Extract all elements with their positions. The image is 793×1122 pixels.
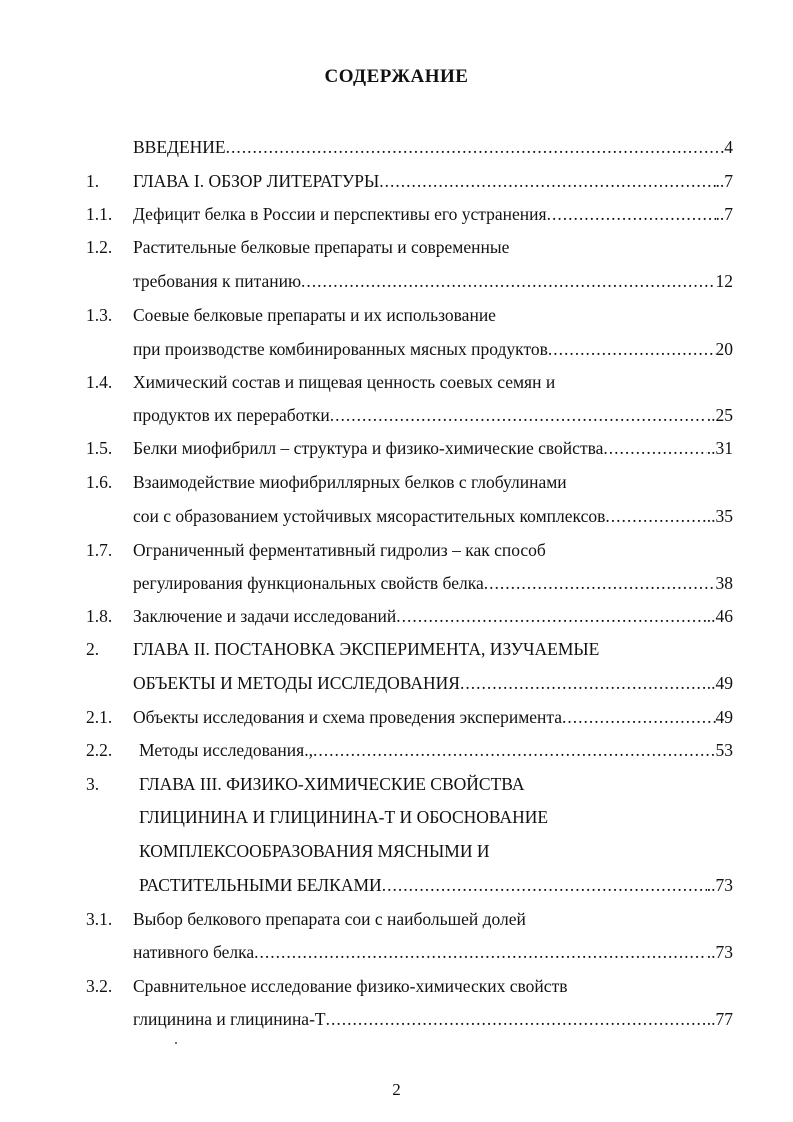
toc-entry-1-4-cont xyxy=(0,402,793,428)
toc-label: сои с образованием устойчивых мясорастительных комплексов xyxy=(133,506,606,526)
toc-number: 3.1. xyxy=(86,909,113,929)
toc-label: Дефицит белка в России и перспективы его устранения xyxy=(133,204,547,224)
leader-dots xyxy=(396,603,706,629)
toc-label: требования к питанию xyxy=(133,271,302,291)
page-title: СОДЕРЖАНИЕ xyxy=(324,66,469,87)
leader-dots xyxy=(330,402,707,428)
toc-number: 1.5. xyxy=(86,438,113,458)
toc-number: 1.2. xyxy=(86,237,113,257)
leader-dots xyxy=(484,570,716,596)
toc-number: 1.4. xyxy=(86,372,113,392)
toc-entry-3-2-cont xyxy=(0,1006,793,1032)
toc-number: 2. xyxy=(86,639,100,659)
toc-page: 38 xyxy=(715,573,733,593)
toc-entry-3-line3 xyxy=(0,838,793,864)
toc-number: 3.2. xyxy=(86,976,113,996)
toc-label: Объекты исследования и схема проведения эксперимента xyxy=(133,707,563,727)
toc-page: ..46 xyxy=(706,606,733,626)
leader-dots xyxy=(226,134,725,160)
toc-entry-1 xyxy=(0,168,793,194)
toc-label-line: ГЛИЦИНИНА И ГЛИЦИНИНА-Т И ОБОСНОВАНИЕ xyxy=(139,807,549,827)
toc-page: 20 xyxy=(715,339,733,359)
toc-number: 1.1. xyxy=(86,204,113,224)
toc-page: ..25 xyxy=(706,405,733,425)
leader-dots xyxy=(382,872,707,898)
toc-page: 12 xyxy=(715,271,733,291)
toc-entry-1-3-cont xyxy=(0,336,793,362)
leader-dots xyxy=(326,1006,707,1032)
toc-label: Белки миофибрилл – структура и физико-химические свойства xyxy=(133,438,604,458)
leader-dots xyxy=(605,503,706,529)
toc-entry-intro xyxy=(0,134,793,160)
toc-number: 1. xyxy=(86,171,100,191)
leader-dots xyxy=(379,168,715,194)
toc-entry-1-7 xyxy=(0,537,793,563)
toc-label: глицинина и глицинина-Т xyxy=(133,1009,326,1029)
toc-entry-1-8 xyxy=(0,603,793,629)
toc-label: продуктов их переработки xyxy=(133,405,330,425)
toc-entry-1-5 xyxy=(0,435,793,461)
toc-entry-1-1 xyxy=(0,201,793,227)
toc-label: при производстве комбинированных мясных продуктов xyxy=(133,339,548,359)
toc-label: Заключение и задачи исследований xyxy=(133,606,397,626)
toc-entry-1-2 xyxy=(0,234,793,260)
leader-dots xyxy=(460,670,707,696)
toc-number: 1.3. xyxy=(86,305,113,325)
toc-number: 3. xyxy=(86,774,100,794)
toc-label: Методы исследования., xyxy=(139,740,313,760)
toc-label-line: Химический состав и пищевая ценность соевых семян и xyxy=(133,372,556,392)
toc-number: 2.1. xyxy=(86,707,113,727)
toc-entry-3-1 xyxy=(0,906,793,932)
leader-dots xyxy=(603,435,706,461)
toc-entry-1-2-cont xyxy=(0,268,793,294)
toc-label-line: ГЛАВА III. ФИЗИКО-ХИМИЧЕСКИЕ СВОЙСТВА xyxy=(139,774,525,794)
toc-number: 1.7. xyxy=(86,540,113,560)
toc-page: ..35 xyxy=(706,506,733,526)
toc-label: ОБЪЕКТЫ И МЕТОДЫ ИССЛЕДОВАНИЯ xyxy=(133,673,460,693)
toc-label-line: Растительные белковые препараты и современные xyxy=(133,237,510,257)
leader-dots xyxy=(301,268,715,294)
toc-entry-1-6 xyxy=(0,469,793,495)
leader-dots xyxy=(313,737,716,763)
toc-page: 49 xyxy=(715,707,733,727)
toc-page: ..7 xyxy=(715,171,733,191)
toc-entry-3-line2 xyxy=(0,804,793,830)
toc-number: 1.6. xyxy=(86,472,113,492)
toc-label-line: Сравнительное исследование физико-химических свойств xyxy=(133,976,568,996)
toc-entry-1-6-cont xyxy=(0,503,793,529)
toc-entry-2 xyxy=(0,636,793,662)
toc-entry-2-2 xyxy=(0,737,793,763)
toc-page: ..73 xyxy=(706,942,733,962)
toc-page: ..77 xyxy=(706,1009,733,1029)
toc-label: регулирования функциональных свойств белка xyxy=(133,573,484,593)
toc-label-line: Взаимодействие миофибриллярных белков с глобулинами xyxy=(133,472,567,492)
scan-speck xyxy=(175,1042,177,1044)
toc-entry-3 xyxy=(0,771,793,797)
toc-entry-1-4 xyxy=(0,369,793,395)
toc-page: 4 xyxy=(724,137,733,157)
toc-entry-1-3 xyxy=(0,302,793,328)
toc-page: ..7 xyxy=(715,204,733,224)
toc-label-line: Ограниченный ферментативный гидролиз – как способ xyxy=(133,540,546,560)
toc-entry-2-cont xyxy=(0,670,793,696)
toc-page: ..73 xyxy=(706,875,733,895)
toc-label-line: Выбор белкового препарата сои с наибольшей долей xyxy=(133,909,526,929)
toc-entry-3-1-cont xyxy=(0,939,793,965)
toc-page: ..31 xyxy=(706,438,733,458)
toc-label: РАСТИТЕЛЬНЫМИ БЕЛКАМИ xyxy=(139,875,382,895)
leader-dots xyxy=(548,336,716,362)
leader-dots xyxy=(562,704,715,730)
toc-entry-3-cont xyxy=(0,872,793,898)
toc-entry-3-2 xyxy=(0,973,793,999)
toc-label-line: Соевые белковые препараты и их использование xyxy=(133,305,496,325)
page-number: 2 xyxy=(392,1080,401,1099)
leader-dots xyxy=(547,201,716,227)
toc-page: 53 xyxy=(715,740,733,760)
leader-dots xyxy=(254,939,707,965)
toc-number: 2.2. xyxy=(86,740,113,760)
toc-entry-1-7-cont xyxy=(0,570,793,596)
toc-page: ..49 xyxy=(706,673,733,693)
toc-label: ВВЕДЕНИЕ xyxy=(133,137,226,157)
toc-entry-2-1 xyxy=(0,704,793,730)
toc-number: 1.8. xyxy=(86,606,113,626)
toc-label: ГЛАВА I. ОБЗОР ЛИТЕРАТУРЫ xyxy=(133,171,380,191)
toc-label: нативного белка xyxy=(133,942,255,962)
toc-label-line: КОМПЛЕКСООБРАЗОВАНИЯ МЯСНЫМИ И xyxy=(139,841,490,861)
toc-label-line: ГЛАВА II. ПОСТАНОВКА ЭКСПЕРИМЕНТА, ИЗУЧАЕМЫЕ xyxy=(133,639,600,659)
